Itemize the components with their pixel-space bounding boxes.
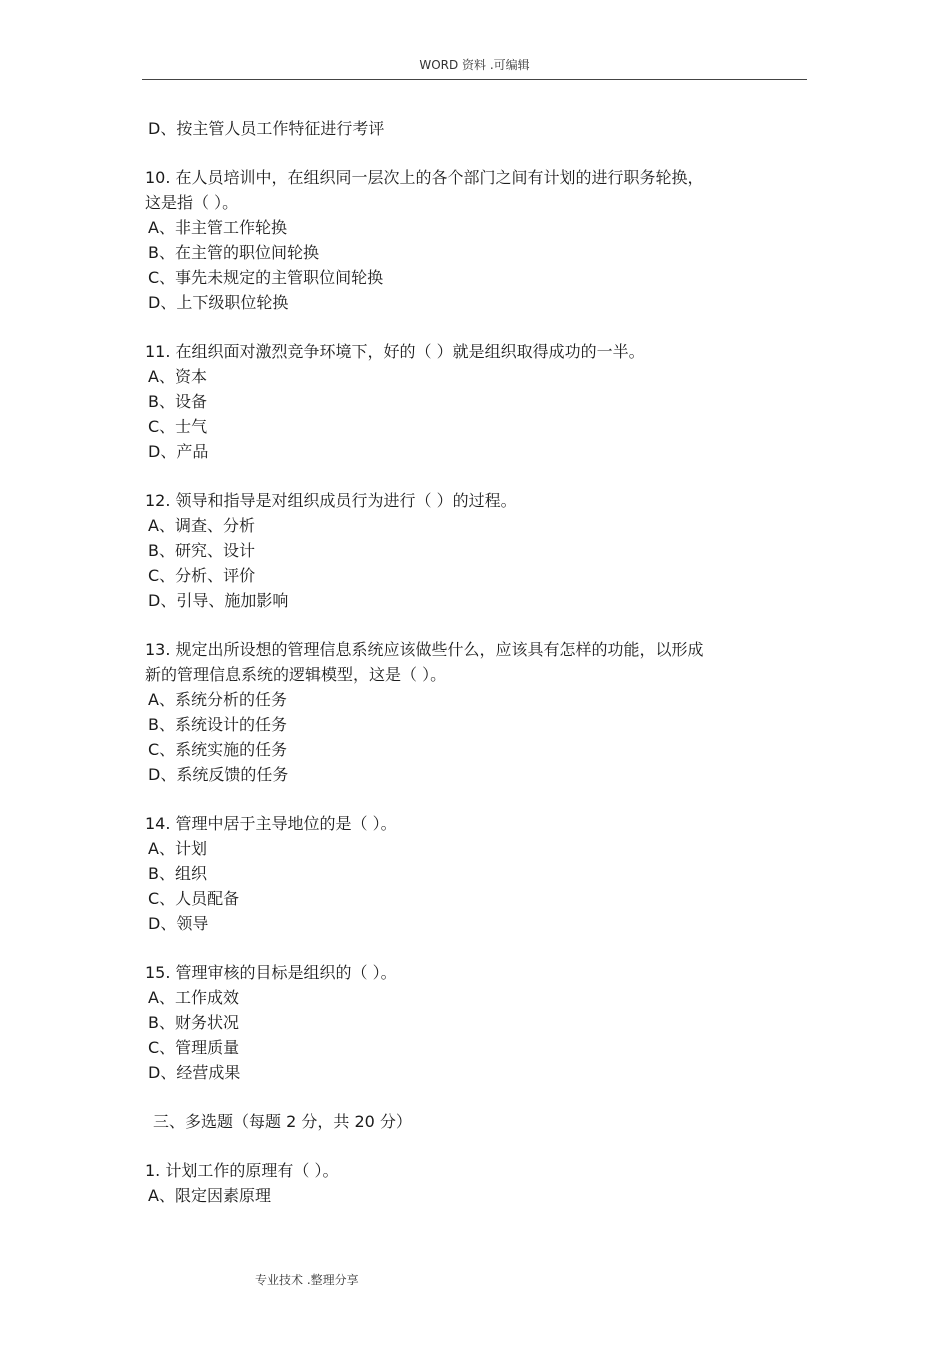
header-divider	[142, 79, 807, 80]
option-b: B、设备	[148, 392, 207, 411]
page-footer: 专业技术 .整理分享	[255, 1273, 359, 1287]
carry-over-option: D、按主管人员工作特征进行考评	[148, 119, 385, 138]
option-c: C、系统实施的任务	[148, 740, 288, 759]
option-c: C、人员配备	[148, 889, 240, 908]
option-c: C、分析、评价	[148, 566, 256, 585]
option-a: A、系统分析的任务	[148, 690, 287, 709]
question-stem: 13. 规定出所设想的管理信息系统应该做些什么，应该具有怎样的功能，以形成	[145, 640, 704, 659]
option-b: B、在主管的职位间轮换	[148, 243, 319, 262]
option-c: C、事先未规定的主管职位间轮换	[148, 268, 384, 287]
option-d: D、经营成果	[148, 1063, 241, 1082]
question-stem: 这是指（ ）。	[145, 193, 239, 212]
question-stem: 12. 领导和指导是对组织成员行为进行（ ）的过程。	[145, 491, 517, 510]
question-stem: 15. 管理审核的目标是组织的（ ）。	[145, 963, 397, 982]
option-a: A、非主管工作轮换	[148, 218, 287, 237]
option-c: C、士气	[148, 417, 208, 436]
option-b: B、组织	[148, 864, 207, 883]
question-12	[145, 488, 785, 613]
document-body	[145, 116, 785, 1208]
question-13	[145, 637, 785, 787]
option-b: B、研究、设计	[148, 541, 255, 560]
option-d: D、引导、施加影响	[148, 591, 289, 610]
option-d: D、产品	[148, 442, 209, 461]
option-a: A、限定因素原理	[148, 1186, 271, 1205]
option-a: A、资本	[148, 367, 207, 386]
question-14	[145, 811, 785, 936]
question-stem: 新的管理信息系统的逻辑模型，这是（ ）。	[145, 665, 447, 684]
option-b: B、财务状况	[148, 1013, 239, 1032]
question-stem: 1. 计划工作的原理有（ ）。	[145, 1161, 339, 1180]
option-a: A、调查、分析	[148, 516, 255, 535]
question-15	[145, 960, 785, 1085]
option-d: D、系统反馈的任务	[148, 765, 289, 784]
option-b: B、系统设计的任务	[148, 715, 287, 734]
option-d: D、领导	[148, 914, 209, 933]
question-stem: 14. 管理中居于主导地位的是（ ）。	[145, 814, 397, 833]
question-stem: 10. 在人员培训中，在组织同一层次上的各个部门之间有计划的进行职务轮换，	[145, 168, 704, 187]
option-c: C、管理质量	[148, 1038, 240, 1057]
multi-question-1	[145, 1158, 785, 1208]
question-stem: 11. 在组织面对激烈竞争环境下，好的（ ）就是组织取得成功的一半。	[145, 342, 645, 361]
question-11	[145, 339, 785, 464]
section-heading: 三、多选题（每题 2 分，共 20 分）	[153, 1112, 412, 1131]
page-header: WORD 资料 .可编辑	[419, 58, 530, 72]
option-a: A、工作成效	[148, 988, 239, 1007]
option-d: D、上下级职位轮换	[148, 293, 289, 312]
question-10	[145, 165, 785, 315]
option-a: A、计划	[148, 839, 207, 858]
